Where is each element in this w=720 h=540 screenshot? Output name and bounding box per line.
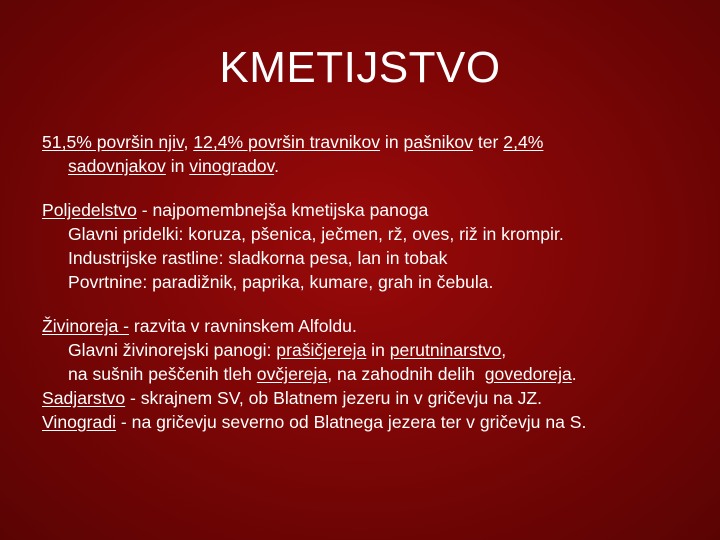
text-segment: - na gričevju severno od Blatnega jezera ter v gričevju na S. bbox=[116, 412, 587, 432]
industrial-crops-line: Industrijske rastline: sladkorna pesa, lan in tobak bbox=[68, 248, 448, 268]
link-orchards-share[interactable]: 2,4% bbox=[503, 132, 544, 152]
main-crops-line: Glavni pridelki: koruza, pšenica, ječmen, rž, oves, riž in krompir. bbox=[68, 224, 564, 244]
text-separator: in bbox=[165, 156, 190, 176]
text-line bbox=[42, 410, 702, 434]
text-separator: ter bbox=[472, 132, 504, 152]
text-separator: in bbox=[380, 132, 404, 152]
text-line bbox=[42, 198, 702, 222]
link-pig-farming[interactable]: prašičjereja bbox=[276, 340, 367, 360]
link-crop-farming[interactable]: Poljedelstvo bbox=[42, 200, 137, 220]
text-line bbox=[42, 362, 702, 386]
text-line bbox=[42, 314, 702, 338]
slide-body bbox=[42, 130, 702, 434]
text-line bbox=[42, 386, 702, 410]
text-segment: - najpomembnejša kmetijska panoga bbox=[136, 200, 429, 220]
text-segment: . bbox=[571, 364, 577, 384]
slide-title: KMETIJSTVO bbox=[219, 43, 501, 92]
link-vineyards-section[interactable]: Vinogradi bbox=[42, 412, 117, 432]
text-segment: in bbox=[366, 340, 390, 360]
text-segment: , na zahodnih delih bbox=[327, 364, 485, 384]
text-segment: Glavni živinorejski panogi: bbox=[68, 340, 277, 360]
link-sheep-farming[interactable]: ovčjereja bbox=[256, 364, 328, 384]
link-pastures[interactable]: pašnikov bbox=[403, 132, 473, 152]
text-separator: . bbox=[274, 156, 279, 176]
text-line bbox=[42, 338, 702, 362]
link-livestock[interactable]: Živinoreja - bbox=[42, 316, 130, 336]
text-segment: razvita v ravninskem Alfoldu. bbox=[129, 316, 357, 336]
vegetables-line: Povrtnine: paradižnik, paprika, kumare, grah in čebula. bbox=[68, 272, 494, 292]
text-line bbox=[42, 154, 702, 178]
text-line bbox=[42, 130, 702, 154]
link-meadows-share[interactable]: 12,4% površin travnikov bbox=[193, 132, 381, 152]
link-cattle-farming[interactable]: govedoreja bbox=[484, 364, 572, 384]
link-vineyards[interactable]: vinogradov bbox=[189, 156, 275, 176]
paragraph-livestock bbox=[42, 314, 702, 434]
paragraph-crop-farming bbox=[42, 198, 702, 294]
link-fields-share[interactable]: 51,5% površin njiv bbox=[42, 132, 184, 152]
paragraph-land-use bbox=[42, 130, 702, 178]
link-fruit-growing[interactable]: Sadjarstvo bbox=[42, 388, 126, 408]
link-orchards[interactable]: sadovnjakov bbox=[68, 156, 166, 176]
text-segment: , bbox=[501, 340, 507, 360]
text-segment: na sušnih peščenih tleh bbox=[68, 364, 257, 384]
text-segment: - skrajnem SV, ob Blatnem jezeru in v gričevju na JZ. bbox=[125, 388, 543, 408]
text-separator: , bbox=[183, 132, 194, 152]
link-poultry-farming[interactable]: perutninarstvo bbox=[389, 340, 502, 360]
